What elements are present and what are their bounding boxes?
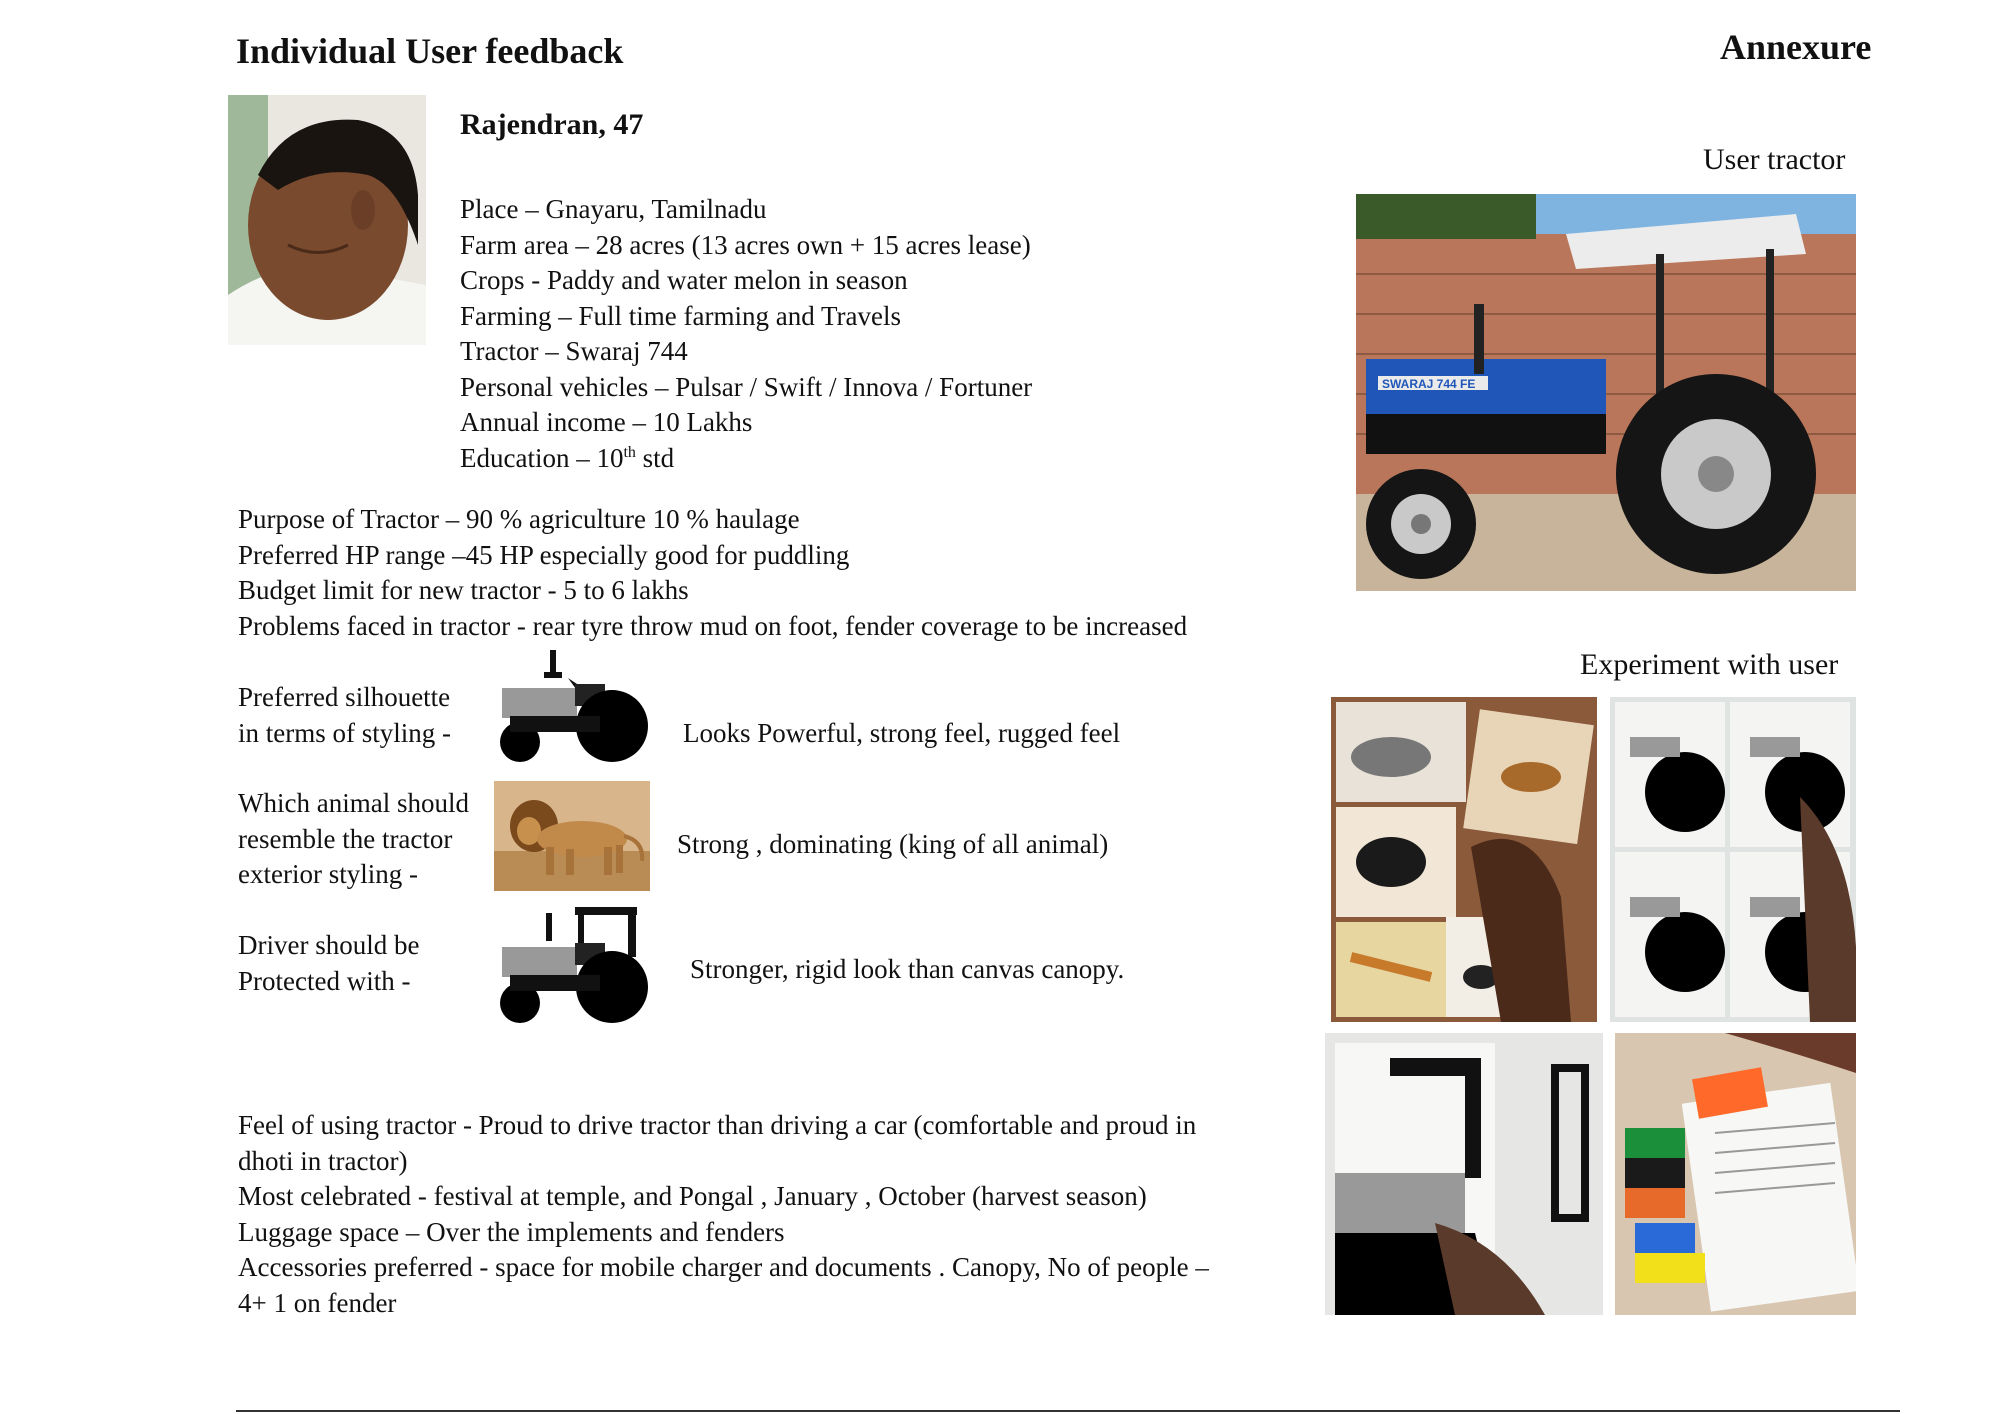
user-tractor-photo xyxy=(1356,194,1856,591)
feel-line: Luggage space – Over the implements and fenders xyxy=(238,1216,785,1247)
user-tractor-caption: User tractor xyxy=(1703,143,1846,176)
user-details xyxy=(460,192,1032,476)
feel-line: Accessories preferred - space for mobile charger and documents . Canopy, No of people – xyxy=(238,1252,1209,1282)
pref-answer-animal: Strong , dominating (king of all animal) xyxy=(677,829,1109,859)
user-name: Rajendran, 47 xyxy=(460,108,644,141)
feel-block xyxy=(238,1108,1209,1321)
detail-line: Farm area – 28 acres (13 acres own + 15 acres lease) xyxy=(460,229,1031,260)
page-title: Individual User feedback xyxy=(236,31,624,71)
detail-line: Tractor – Swaraj 744 xyxy=(460,336,688,366)
pref-question-silhouette: Preferred silhouette in terms of styling - xyxy=(238,682,451,748)
education-line: Education – 10th std xyxy=(460,442,675,473)
detail-line: Farming – Full time farming and Travels xyxy=(460,300,901,331)
purpose-block xyxy=(238,502,1187,644)
purpose-line: Budget limit for new tractor - 5 to 6 lakhs xyxy=(238,575,689,605)
experiment-photo-silhouette-cards xyxy=(1610,697,1856,1022)
svg-text:SWARAJ 744 FE: SWARAJ 744 FE xyxy=(1382,377,1476,391)
feel-line: 4+ 1 on fender xyxy=(238,1287,397,1318)
detail-line: Crops - Paddy and water melon in season xyxy=(460,265,908,295)
lion-photo xyxy=(494,781,650,891)
experiment-photo-color-cards xyxy=(1615,1033,1856,1315)
detail-line: Place – Gnayaru, Tamilnadu xyxy=(460,194,767,224)
purpose-line: Preferred HP range –45 HP especially good for puddling xyxy=(238,539,850,570)
purpose-line: Problems faced in tractor - rear tyre throw mud on foot, fender coverage to be increased xyxy=(238,610,1188,641)
user-portrait-photo xyxy=(228,95,426,345)
detail-line: Annual income – 10 Lakhs xyxy=(460,407,753,437)
pref-answer-canopy: Stronger, rigid look than canvas canopy. xyxy=(690,954,1125,984)
annexure-label: Annexure xyxy=(1720,27,1872,67)
feel-line: dhoti in tractor) xyxy=(238,1145,408,1176)
pref-question-canopy: Driver should be Protected with - xyxy=(238,930,420,996)
feel-line: Most celebrated - festival at temple, and Pongal , January , October (harvest season) xyxy=(238,1181,1147,1211)
tractor-silhouette-icon xyxy=(490,650,655,770)
tractor-canopy-silhouette-icon xyxy=(490,905,655,1030)
purpose-line: Purpose of Tractor – 90 % agriculture 10 % haulage xyxy=(238,504,800,534)
footer-divider xyxy=(236,1410,1900,1412)
pref-question-animal: Which animal should resemble the tractor exterior styling - xyxy=(238,788,469,889)
experiment-photo-canopy-cards xyxy=(1325,1033,1603,1315)
detail-line: Personal vehicles – Pulsar / Swift / Innova / Fortuner xyxy=(460,371,1033,402)
feel-line: Feel of using tractor - Proud to drive tractor than driving a car (comfortable and proud in xyxy=(238,1110,1197,1140)
pref-answer-silhouette: Looks Powerful, strong feel, rugged feel xyxy=(683,718,1121,748)
experiment-caption: Experiment with user xyxy=(1580,648,1839,681)
experiment-photo-animal-cards xyxy=(1331,697,1597,1022)
